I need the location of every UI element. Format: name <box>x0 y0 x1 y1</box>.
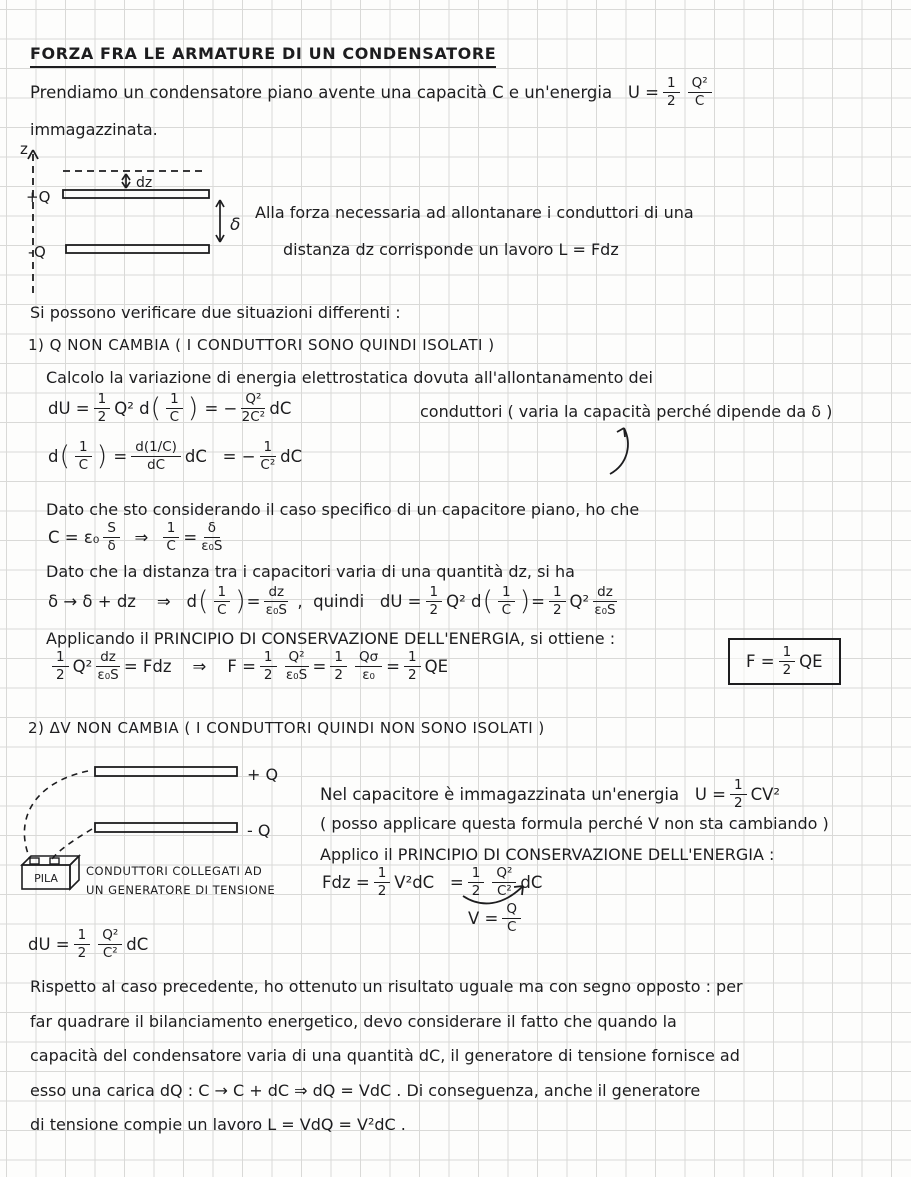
case1-applicando: Applicando il PRINCIPIO DI CONSERVAZIONE DELL'ENERGIA, si ottiene : <box>46 629 616 648</box>
battery-terminal-1 <box>30 858 39 864</box>
case1-conduttori-note: conduttori ( varia la capacità perché dipende da δ ) <box>420 402 833 421</box>
case2-posso-line: ( posso applicare questa formula perché V non sta cambiando ) <box>320 814 829 833</box>
case1-heading: 1) Q NON CAMBIA ( I CONDUTTORI SONO QUINDI ISOLATI ) <box>28 336 495 354</box>
capacitor-battery-diagram <box>0 755 340 925</box>
intro-line-1: Prendiamo un condensatore piano avente una capacità C e un'energia U = $\frac{1}{2}$ $\frac{\text{Q²}}{C}$ <box>30 76 716 109</box>
closing-line-4: esso una carica dQ : C → C + dC ⇒ dQ = VdC . Di conseguenza, anche il generatore <box>30 1080 701 1100</box>
intro-line-2: immagazzinata. <box>30 120 158 139</box>
plate-negative-label: -Q <box>28 243 46 261</box>
case1-eq-dinv: d ( $\frac{1}{C}$ ) = $\frac{d(1/C)}{dC}$ dC = − $\frac{1}{\text{C²}}$ dC <box>48 439 303 473</box>
wire-bottom-dashed <box>52 829 92 859</box>
plate-positive-label: + Q <box>247 765 279 784</box>
plate-negative-label: - Q <box>247 821 271 840</box>
plate-negative <box>95 823 237 832</box>
plate-positive <box>95 767 237 776</box>
closing-paragraph <box>30 970 743 1143</box>
case2-nel-line: Nel capacitore è immagazzinata un'energia U = $\frac{1}{2}$ CV² <box>320 777 781 811</box>
case1-eq-dz: δ → δ + dz ⇒ d ( $\frac{1}{C}$ ) = $\frac{dz}{\text{ε₀S}}$ , quindi dU = $\frac{1}{2}$ Q² d ( $\frac{1}{C}$ ) = $\frac{1}{2}$ Q² $\frac{dz}{\text{ε₀S}}$ <box>48 584 616 618</box>
case2-eq-du: dU = $\frac{1}{2}$ $\frac{\text{Q²}}{\text{C²}}$ dC <box>28 927 149 961</box>
battery-caption-1: CONDUTTORI COLLEGATI AD <box>86 864 263 878</box>
case1-calc-line: Calcolo la variazione di energia elettrostatica dovuta all'allontanamento dei <box>46 368 653 387</box>
page-title: FORZA FRA LE ARMATURE DI UN CONDENSATORE <box>30 44 496 68</box>
case1-dato1: Dato che sto considerando il caso specifico di un capacitore piano, ho che <box>46 500 640 519</box>
case1-eq-c: C = ε₀ $\frac{S}{\delta}$ ⇒ $\frac{1}{C}$ = $\frac{\delta}{\text{ε₀S}}$ <box>48 520 223 554</box>
closing-line-3: capacità del condensatore varia di una quantità dC, il generatore di tensione fornisce ad <box>30 1046 740 1065</box>
closing-line-1: Rispetto al caso precedente, ho ottenuto un risultato uguale ma con segno opposto : per <box>30 977 743 996</box>
situations-lead: Si possono verificare due situazioni differenti : <box>30 303 401 322</box>
plate-positive <box>63 190 209 198</box>
diagram1-caption-1: Alla forza necessaria ad allontanare i conduttori di una <box>255 203 694 222</box>
plate-negative <box>66 245 209 253</box>
curved-arrow-icon <box>598 420 648 478</box>
battery-caption-2: UN GENERATORE DI TENSIONE <box>86 883 276 897</box>
battery-side-face <box>70 856 79 889</box>
battery-terminal-2 <box>50 858 59 864</box>
gap-label: δ <box>230 215 241 235</box>
z-axis-label: z <box>20 140 28 158</box>
case2-heading: 2) ΔV NON CAMBIA ( I CONDUTTORI QUINDI NON SONO ISOLATI ) <box>28 719 545 737</box>
dz-label: dz <box>136 175 153 191</box>
case2-eq-fdz: Fdz = $\frac{1}{2}$ V²dC = $\frac{1}{2}$ $\frac{\text{Q²}}{\text{C²}}$ dC <box>322 865 543 899</box>
case2-eq-v: V = $\frac{Q}{C}$ <box>468 902 525 935</box>
closing-line-2: far quadrare il bilanciamento energetico, devo considerare il fatto che quando la <box>30 1011 677 1031</box>
battery-label: PILA <box>34 872 58 885</box>
case2-applico-line: Applico il PRINCIPIO DI CONSERVAZIONE DELL'ENERGIA : <box>320 845 775 864</box>
capacitor-separation-diagram <box>8 138 298 308</box>
case1-dato2: Dato che la distanza tra i capacitori varia di una quantità dz, si ha <box>46 562 575 581</box>
boxed-result <box>728 638 841 685</box>
closing-line-5: di tensione compie un lavoro L = VdQ = V²dC . <box>30 1115 406 1134</box>
wire-top-dashed <box>24 771 88 859</box>
boxed-result-formula: F = $\frac{1}{2}$ QE <box>746 644 823 678</box>
diagram1-caption-2: distanza dz corrisponde un lavoro L = Fdz <box>283 240 619 259</box>
case1-eq-du: dU = $\frac{1}{2}$ Q² d ( $\frac{1}{C}$ ) = − $\frac{\text{Q²}}{\text{2C²}}$ dC <box>48 391 292 425</box>
case1-eq-final: $\frac{1}{2}$ Q² $\frac{dz}{\text{ε₀S}}$ = Fdz ⇒ F = $\frac{1}{2}$ $\frac{\text{Q²}}{\text{ε₀S}}$ = $\frac{1}{2}$ $\frac{Q\sigma}{\text{ε₀}}$ = $\frac{1}{2}$ QE <box>48 650 448 683</box>
plate-positive-label: +Q <box>26 188 51 206</box>
